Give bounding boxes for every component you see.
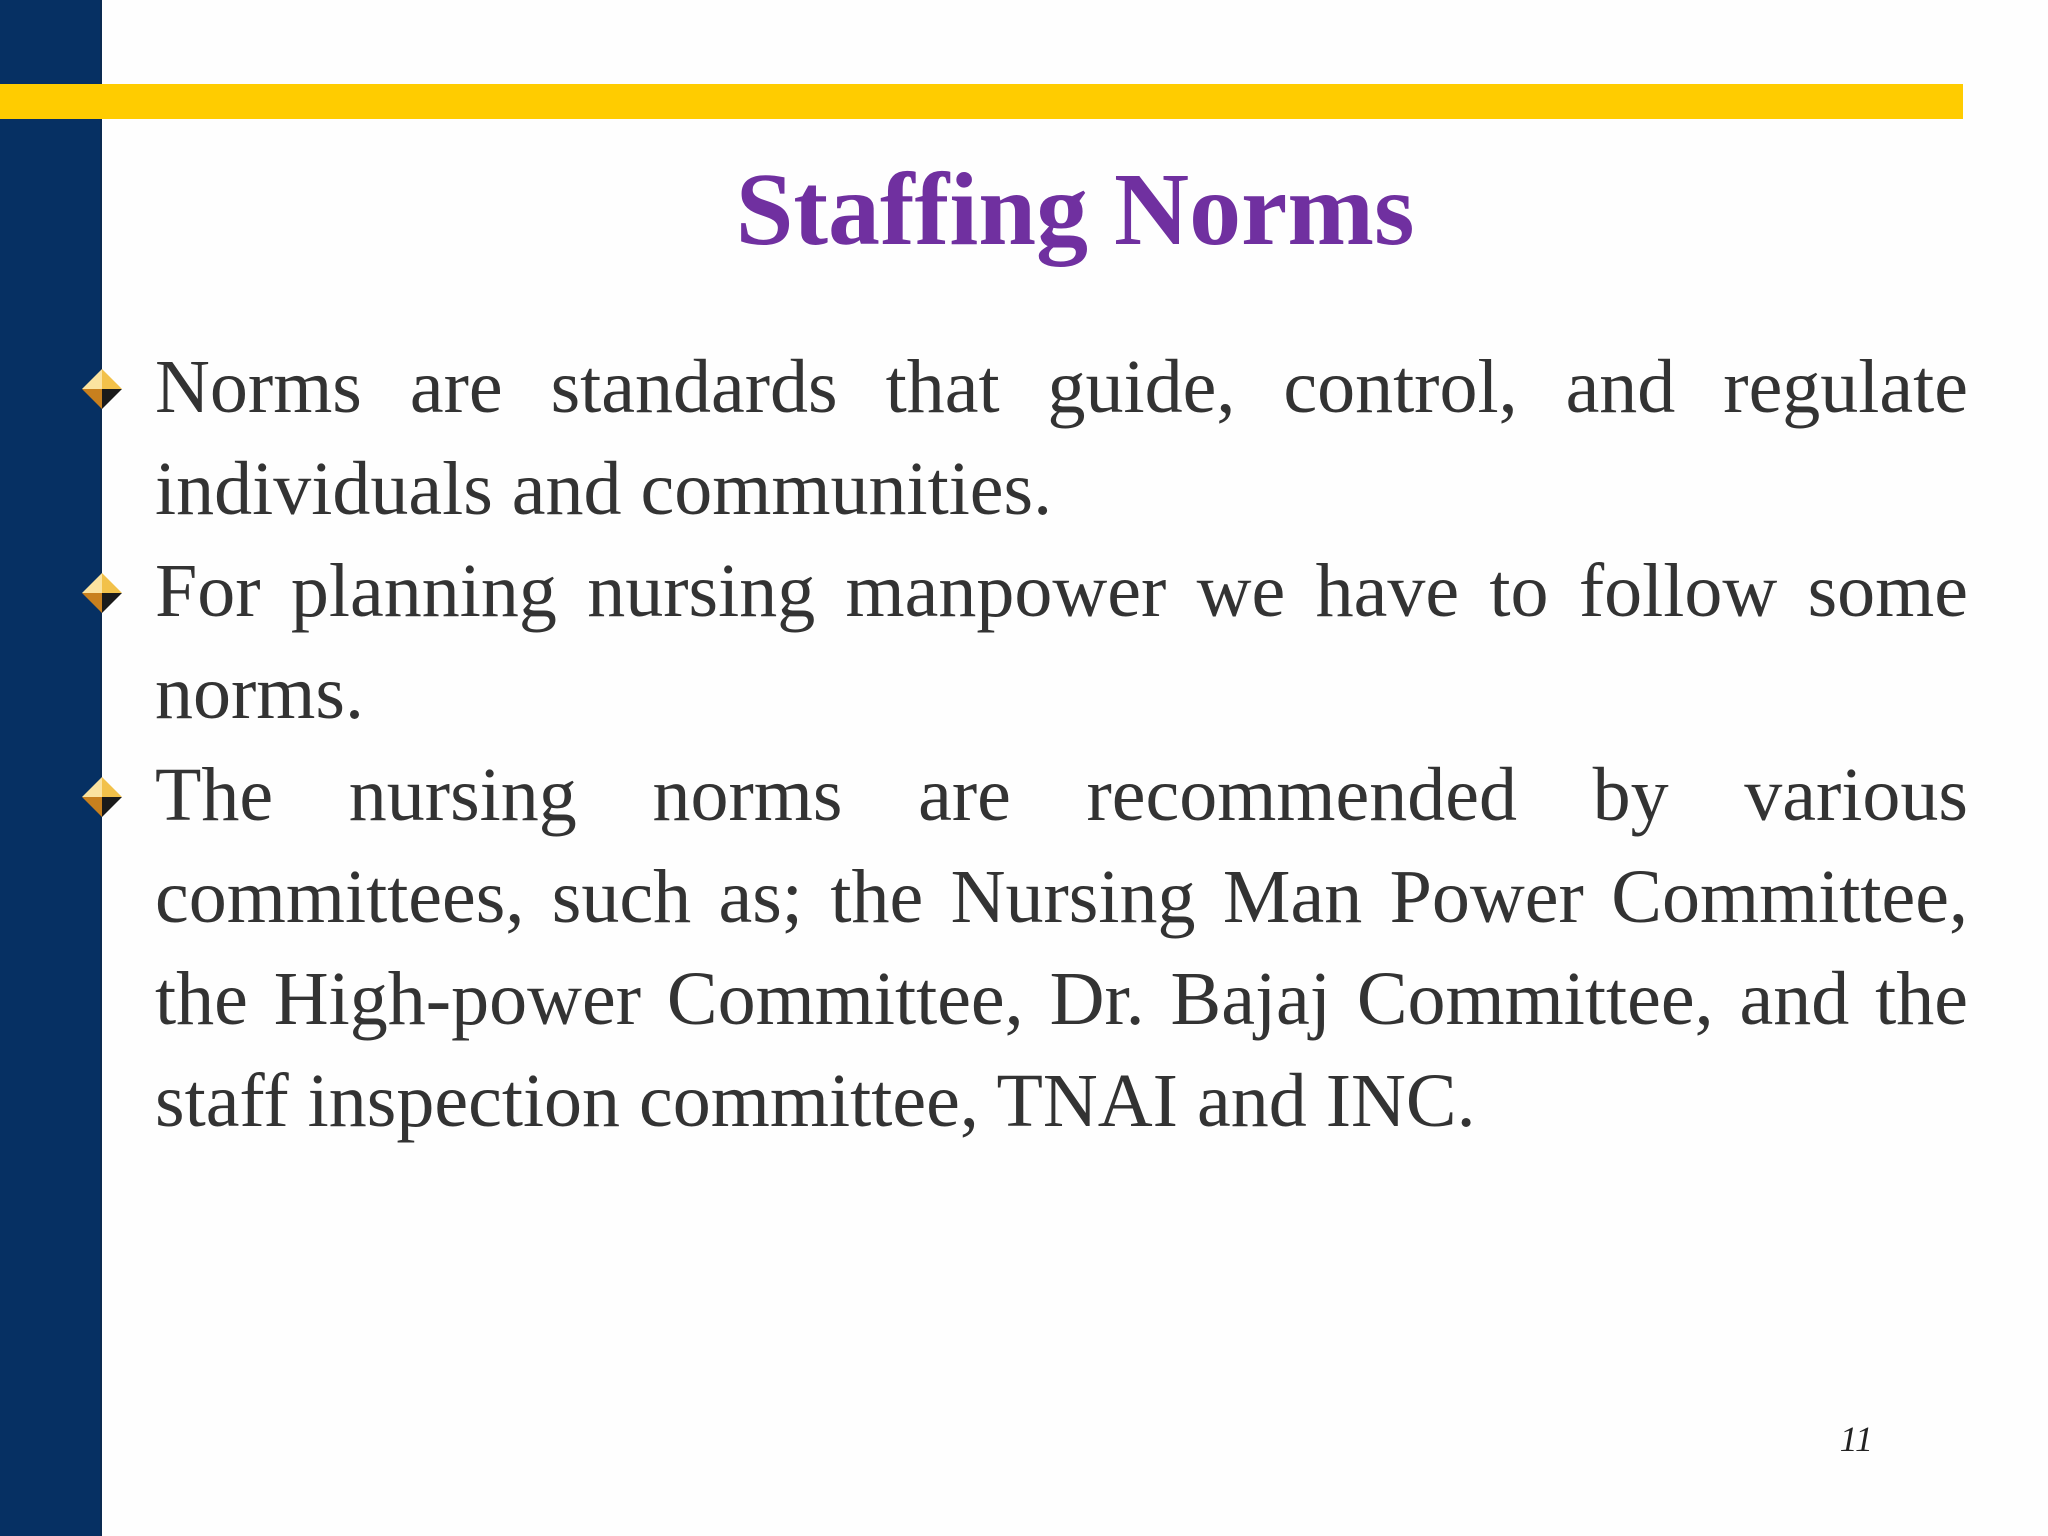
bullet-text: For planning nursing manpower we have to follow some norms. <box>155 549 1968 735</box>
bullet-item <box>155 540 1968 744</box>
diamond-bullet-icon <box>77 364 127 414</box>
bullet-item <box>155 744 1968 1152</box>
page-number: 11 <box>1839 1419 1873 1459</box>
bullet-text: The nursing norms are recommended by various committees, such as; the Nursing Man Power Committee, the High-power Committee, Dr. Bajaj Committee, and the staff inspection committee, TNAI and INC. <box>155 753 1968 1143</box>
diamond-bullet-icon <box>77 772 127 822</box>
bullet-text: Norms are standards that guide, control, and regulate individuals and communities. <box>155 345 1968 531</box>
left-accent-bar <box>0 0 102 1536</box>
bullet-item <box>155 336 1968 540</box>
diamond-bullet-icon <box>77 568 127 618</box>
bullet-list <box>155 336 1968 1152</box>
slide-title: Staffing Norms <box>735 152 1415 267</box>
top-accent-bar <box>0 84 1963 119</box>
